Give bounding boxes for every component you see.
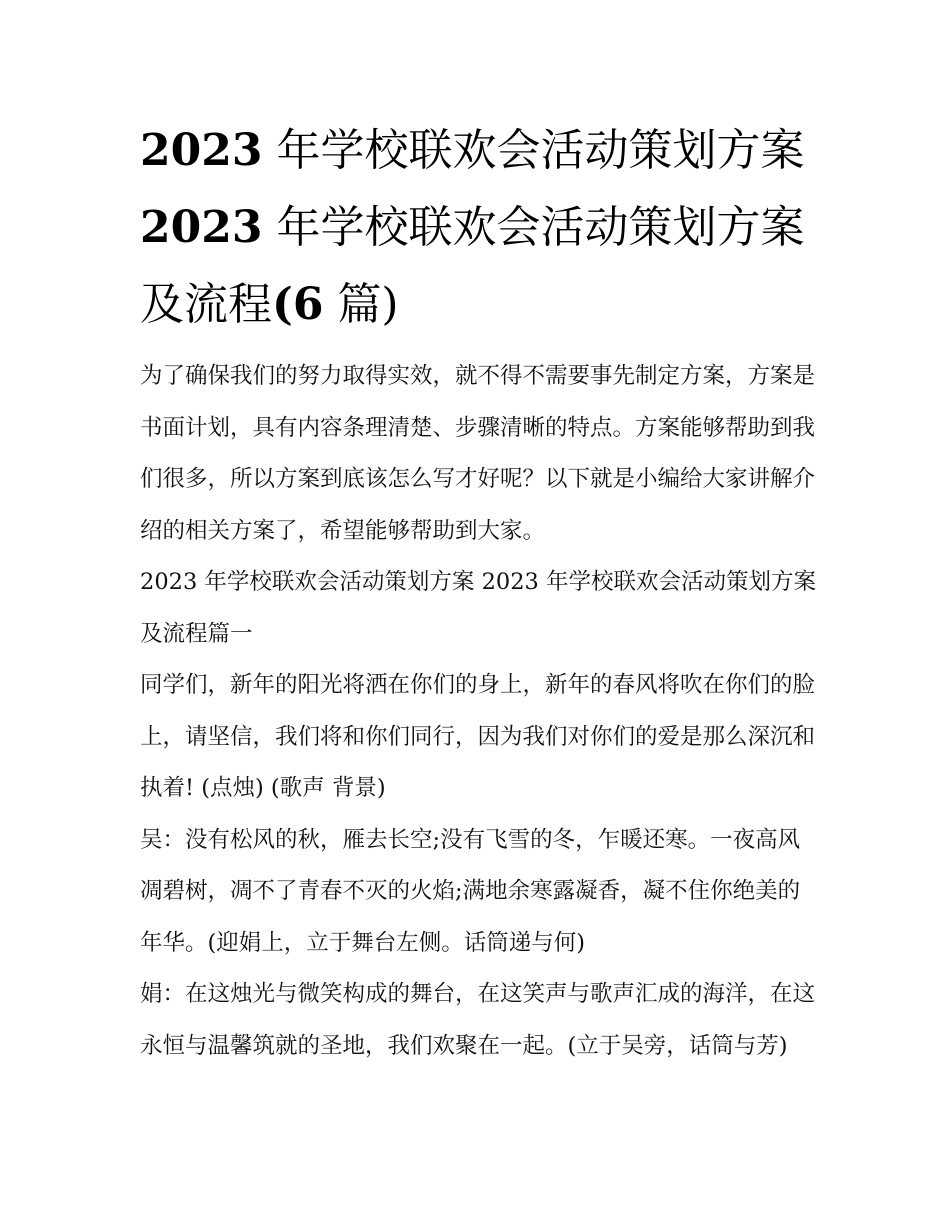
section-heading: 2023 年学校联欢会活动策划方案 2023 年学校联欢会活动策划方案及流程篇一: [140, 569, 816, 647]
title-text-3: 篇): [337, 279, 399, 330]
title-count: (6: [272, 279, 324, 330]
title-year-1: 2023: [140, 125, 263, 176]
body-paragraph: 同学们，新年的阳光将洒在你们的身上，新年的春风将吹在你们的脸上，请坚信，我们将和你们同行，因为我们对你们的爱是那么深沉和执着! (点烛) (歌声 背景): [140, 672, 816, 801]
body-paragraph: 娟：在这烛光与微笑构成的舞台，在这笑声与歌声汇成的海洋，在这永恒与温馨筑就的圣地，我们欢聚在一起。(立于吴旁，话筒与芳): [140, 981, 816, 1059]
document-content: [140, 112, 820, 1072]
title-year-2: 2023: [140, 202, 263, 253]
intro-paragraph: 为了确保我们的努力取得实效，就不得不需要事先制定方案，方案是书面计划，具有内容条理清楚、步骤清晰的特点。方案能够帮助到我们很多，所以方案到底该怎么写才好呢？以下就是小编给大家讲解介绍的相关方案了，希望能够帮助到大家。: [140, 363, 816, 544]
title-text-2: 年学校联欢会活动策划方案及流程: [140, 202, 805, 330]
body-paragraph: 吴：没有松风的秋，雁去长空;没有飞雪的冬，乍暖还寒。一夜高风凋碧树，凋不了青春不灭的火焰;满地余寒露凝香，凝不住你绝美的年华。(迎娟上，立于舞台左侧。话筒递与何): [140, 826, 801, 956]
title-text-1: 年学校联欢会活动策划方案: [276, 125, 805, 176]
document-title: [140, 112, 820, 343]
